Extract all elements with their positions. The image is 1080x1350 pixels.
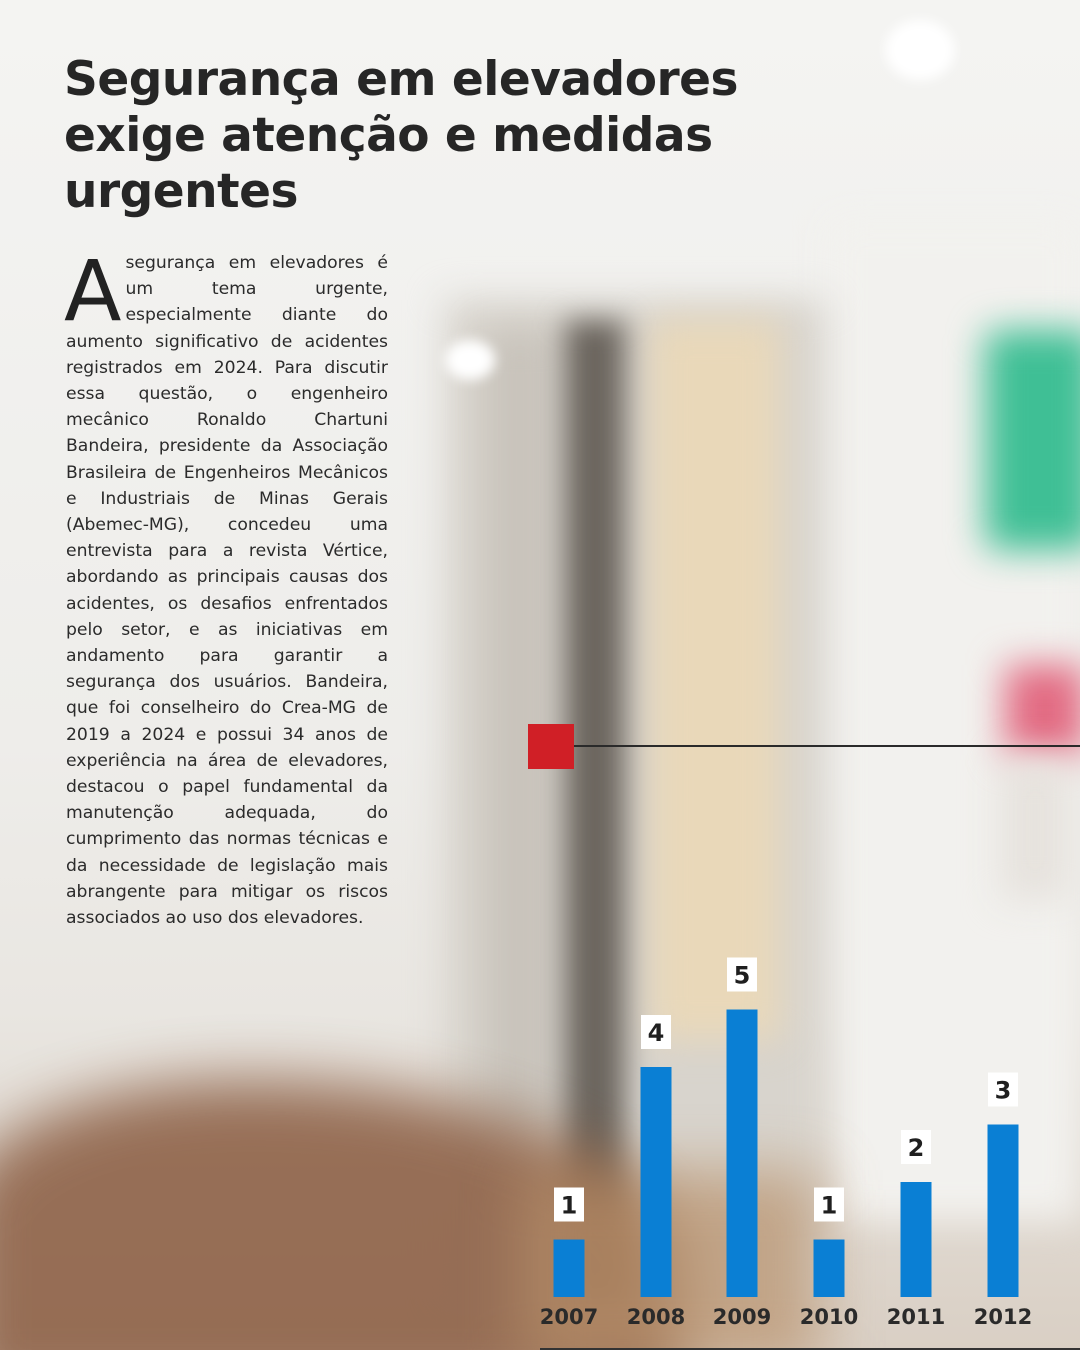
chart-x-ticks <box>540 1305 1032 1329</box>
data-label-2008: 4 <box>647 1019 665 1047</box>
x-tick-2007: 2007 <box>539 1305 599 1329</box>
x-tick-2010: 2010 <box>799 1305 859 1329</box>
x-tick-2008: 2008 <box>626 1305 686 1329</box>
data-label-2010: 1 <box>820 1191 838 1220</box>
chart-data-labels <box>554 958 1018 1222</box>
article-body-text: segurança em elevadores é um tema urgente, especialmente diante do aumento significativo de acidentes registrados em 2024. Para discutir essa questão, o engenheiro mecânico Ronaldo Chartuni Bandeira, presidente da Associação Brasileira de Engenheiros Mecânicos e Industriais de Minas Gerais (Abemec-MG), concedeu uma entrevista para a revista Vértice, abordando as principais causas dos acidentes, os desafios enfrentados pelo setor, e as iniciativas em andamento para garantir a segurança dos usuários. Bandeira, que foi conselheiro do Crea-MG de 2019 a 2024 e possui 34 anos de experiência na área de elevadores, destacou o papel fundamental da manutenção adequada, do cumprimento das normas técnicas e da necessidade de legislação mais abrangente para mitigar os riscos associados ao uso dos elevadores. <box>66 253 388 929</box>
bar-2008 <box>641 1067 672 1297</box>
bar-2009 <box>727 1010 758 1298</box>
data-label-2009: 5 <box>733 961 751 990</box>
article-title: Segurança em elevadores exige atenção e medidas urgentes <box>64 52 739 219</box>
data-label-2007: 1 <box>560 1191 578 1220</box>
x-tick-2012: 2012 <box>973 1305 1033 1329</box>
x-tick-2011: 2011 <box>886 1305 946 1329</box>
bar-2012 <box>988 1125 1019 1298</box>
drop-cap: A <box>64 242 122 340</box>
bar-2011 <box>901 1182 932 1297</box>
data-label-2012: 3 <box>994 1076 1012 1105</box>
bar-2010 <box>814 1240 845 1298</box>
x-tick-2009: 2009 <box>712 1305 772 1329</box>
chart-bars <box>554 1010 1019 1298</box>
data-label-2011: 2 <box>907 1134 925 1162</box>
bar-2007 <box>554 1240 585 1298</box>
